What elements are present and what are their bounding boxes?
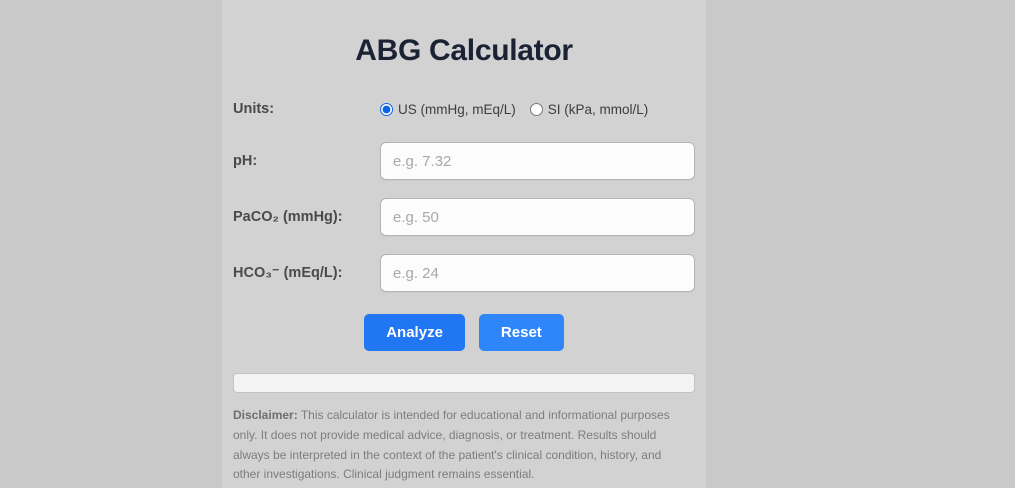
analyze-button[interactable]: Analyze: [364, 314, 465, 351]
hco3-input[interactable]: [380, 254, 695, 292]
paco2-field-wrap: [380, 198, 706, 236]
calculator-card: [222, 0, 706, 488]
paco2-row: [222, 194, 706, 240]
disclaimer-prefix: Disclaimer:: [233, 408, 298, 422]
hco3-row: [222, 250, 706, 296]
ph-row: [222, 138, 706, 184]
units-row: [222, 94, 706, 124]
units-label: Units:: [233, 101, 275, 117]
disclaimer: [233, 406, 685, 485]
units-option-us[interactable]: [380, 102, 516, 117]
abg-form: [222, 94, 706, 485]
units-option-si[interactable]: [530, 102, 649, 117]
ph-field-wrap: [380, 142, 706, 180]
units-radio-si[interactable]: [530, 103, 543, 116]
units-radio-us[interactable]: [380, 103, 393, 116]
units-field: [380, 102, 706, 117]
page-title: ABG Calculator: [355, 34, 573, 67]
paco2-input[interactable]: [380, 198, 695, 236]
hco3-field-wrap: [380, 254, 706, 292]
reset-button[interactable]: Reset: [479, 314, 564, 351]
paco2-label: PaCO₂ (mmHg):: [233, 209, 343, 225]
units-option-si-label: SI (kPa, mmol/L): [547, 101, 649, 117]
form-actions: [222, 314, 706, 351]
units-radio-group: [380, 102, 695, 117]
ph-input[interactable]: [380, 142, 695, 180]
disclaimer-text: This calculator is intended for educational and informational purposes only. It does not provide medical advice, diagnosis, or treatment. Results should always be interpreted in the context of the patient's clinical condition, history, and other investigations. Clinical judgment remains essential.: [233, 408, 670, 482]
ph-label: pH:: [233, 153, 258, 169]
hco3-label: HCO₃⁻ (mEq/L):: [233, 265, 343, 281]
result-output: [233, 373, 695, 393]
units-option-us-label: US (mmHg, mEq/L): [398, 101, 516, 117]
